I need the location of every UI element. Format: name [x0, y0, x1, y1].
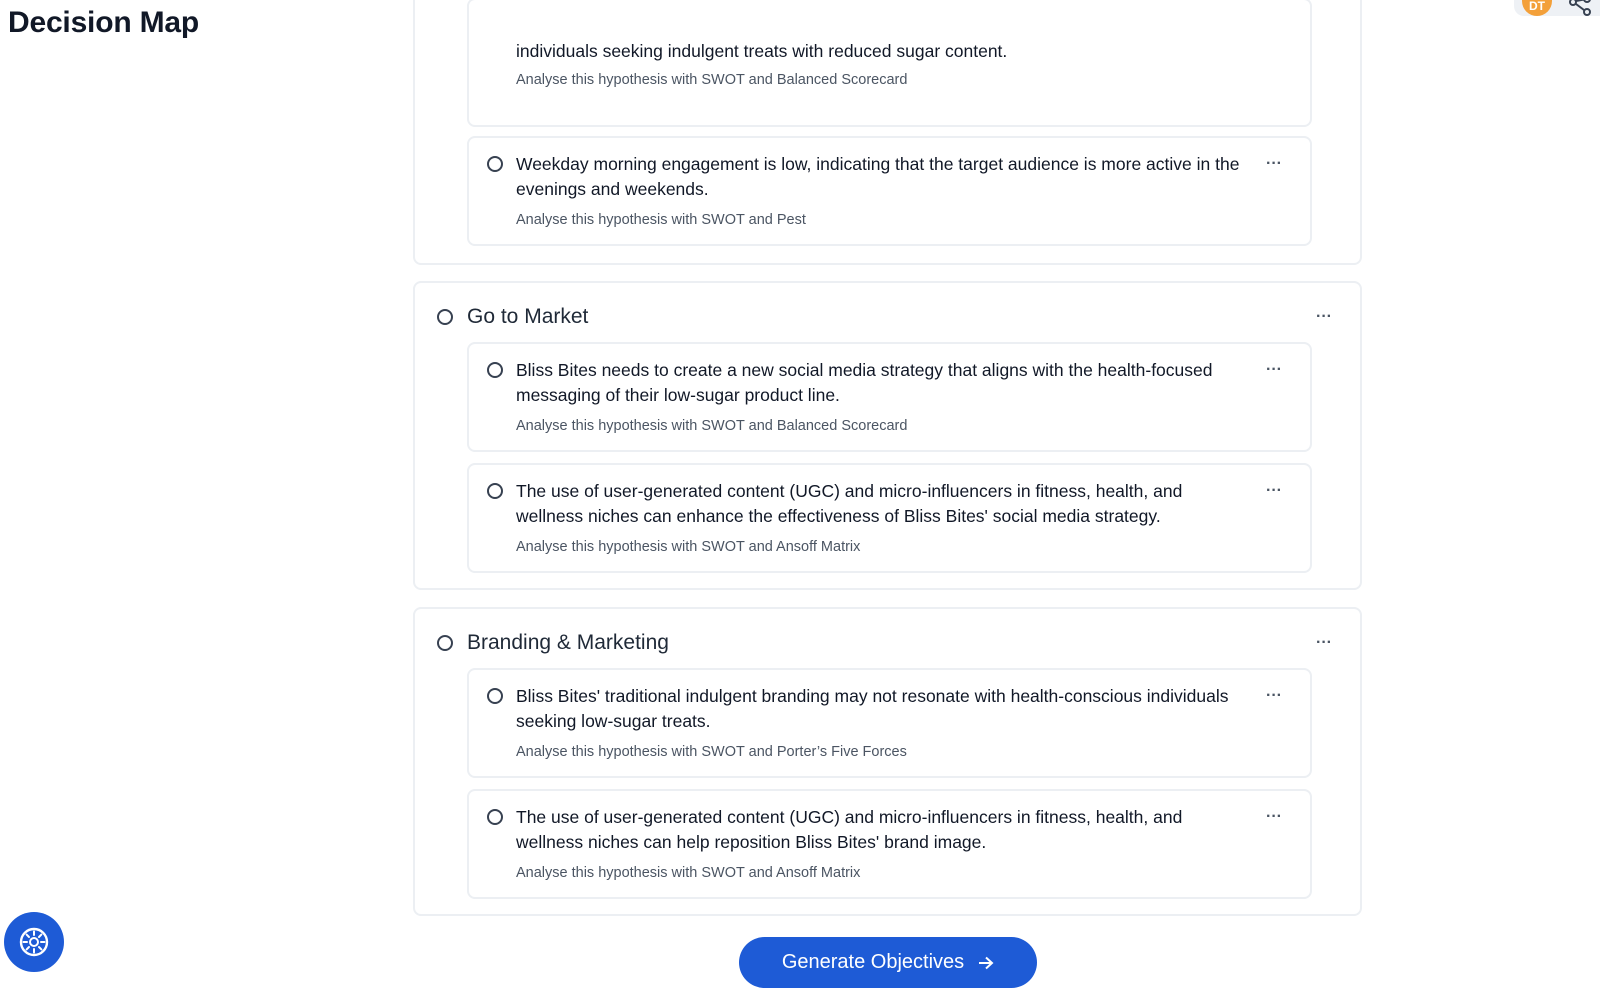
more-options-icon[interactable]: ···	[1266, 482, 1282, 499]
hypothesis-analysis-link[interactable]: Analyse this hypothesis with SWOT and Ansoff Matrix	[516, 539, 861, 555]
hypothesis-text: The use of user-generated content (UGC) and micro-influencers in fitness, health, and wellness niches can enhance the effectiveness of Bliss Bites' social media strategy.	[516, 481, 1183, 526]
hypothesis-group	[413, 0, 1362, 265]
arrow-right-icon	[978, 956, 994, 970]
more-options-icon[interactable]: ···	[1266, 155, 1282, 172]
header-actions	[1514, 0, 1600, 16]
help-fab-button[interactable]	[4, 912, 64, 972]
hypothesis-card[interactable]	[467, 0, 1312, 127]
hypothesis-card[interactable]	[467, 789, 1312, 899]
share-icon[interactable]	[1568, 0, 1592, 16]
hypothesis-group-go-to-market	[413, 281, 1362, 590]
group-title: Go to Market	[467, 305, 589, 328]
hypothesis-radio[interactable]	[487, 809, 503, 825]
hypothesis-radio[interactable]	[487, 156, 503, 172]
group-radio[interactable]	[437, 309, 453, 325]
hypothesis-card[interactable]	[467, 136, 1312, 246]
hypothesis-card[interactable]	[467, 668, 1312, 778]
hypothesis-radio[interactable]	[487, 688, 503, 704]
group-title: Branding & Marketing	[467, 631, 669, 654]
group-header	[437, 628, 669, 658]
generate-objectives-label: Generate Objectives	[781, 951, 965, 973]
hypothesis-analysis-link[interactable]: Analyse this hypothesis with SWOT and Balanced Scorecard	[516, 418, 908, 434]
more-options-icon[interactable]: ···	[1316, 634, 1332, 651]
more-options-icon[interactable]: ···	[1266, 687, 1282, 704]
generate-objectives-button[interactable]	[739, 937, 1037, 988]
hypothesis-analysis-link[interactable]: Analyse this hypothesis with SWOT and Pest	[516, 212, 806, 228]
hypothesis-analysis-link[interactable]: Analyse this hypothesis with SWOT and Ansoff Matrix	[516, 865, 861, 881]
page-title: Decision Map	[8, 6, 199, 39]
hypothesis-radio[interactable]	[487, 483, 503, 499]
hypothesis-radio[interactable]	[487, 362, 503, 378]
hypothesis-analysis-link[interactable]: Analyse this hypothesis with SWOT and Porter’s Five Forces	[516, 744, 907, 760]
hypothesis-text: individuals seeking indulgent treats with reduced sugar content.	[516, 41, 1008, 61]
group-radio[interactable]	[437, 635, 453, 651]
hypothesis-group-branding-marketing	[413, 607, 1362, 916]
help-wheel-icon	[18, 926, 50, 958]
hypothesis-card[interactable]	[467, 342, 1312, 452]
avatar[interactable]: DT	[1522, 0, 1552, 16]
hypothesis-card[interactable]	[467, 463, 1312, 573]
more-options-icon[interactable]: ···	[1266, 361, 1282, 378]
hypothesis-analysis-link[interactable]: Analyse this hypothesis with SWOT and Balanced Scorecard	[516, 72, 908, 88]
group-header	[437, 302, 588, 332]
more-options-icon[interactable]: ···	[1316, 308, 1332, 325]
hypothesis-text: Bliss Bites' traditional indulgent branding may not resonate with health-conscious individuals seeking low-sugar treats.	[516, 686, 1229, 731]
hypothesis-text: Weekday morning engagement is low, indicating that the target audience is more active in the evenings and weekends.	[516, 154, 1240, 199]
more-options-icon[interactable]: ···	[1266, 808, 1282, 825]
hypothesis-text: Bliss Bites needs to create a new social media strategy that aligns with the health-focused messaging of their low-sugar product line.	[516, 360, 1213, 405]
hypothesis-text: The use of user-generated content (UGC) and micro-influencers in fitness, health, and wellness niches can help reposition Bliss Bites' brand image.	[516, 807, 1183, 852]
